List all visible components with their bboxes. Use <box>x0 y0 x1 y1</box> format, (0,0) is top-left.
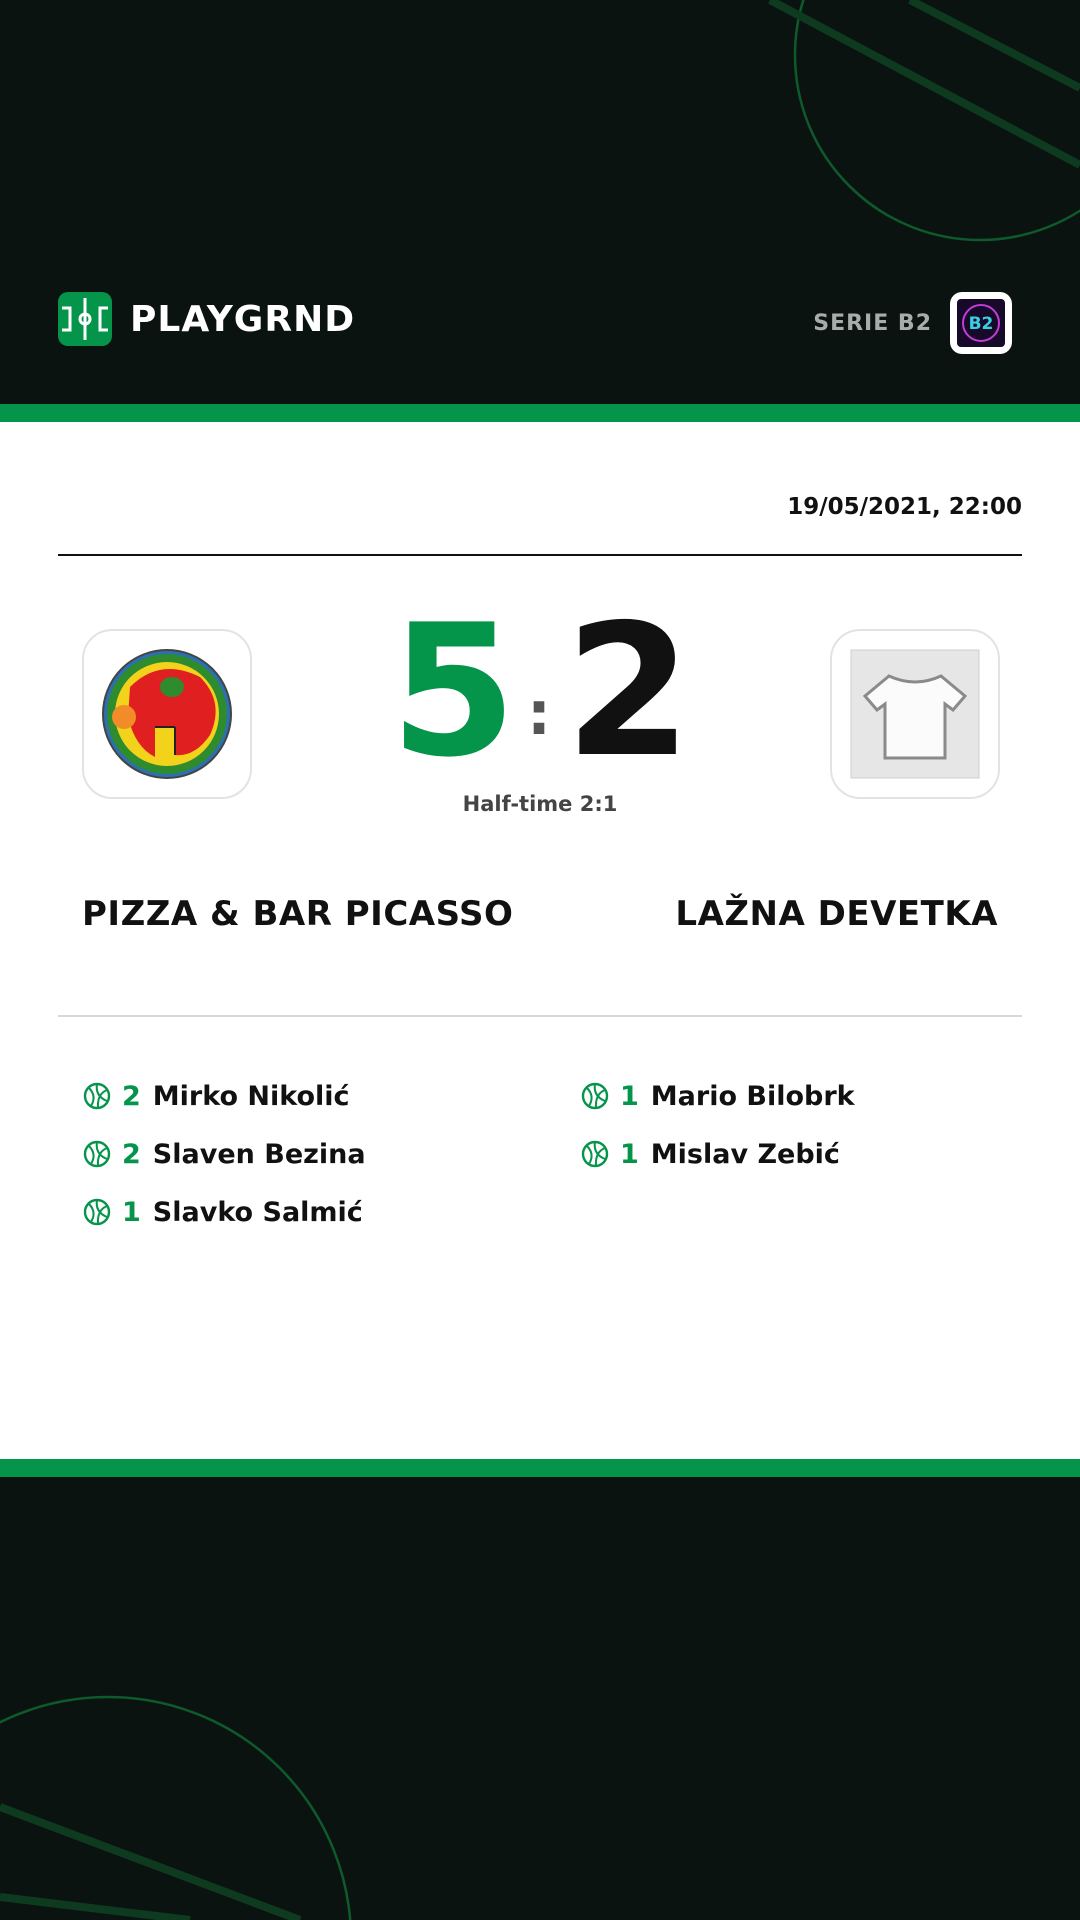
league-badge-text: B2 <box>968 314 994 334</box>
scorer-name: Mario Bilobrk <box>650 1080 855 1112</box>
score-separator: : <box>527 679 551 749</box>
ball-icon <box>82 1197 112 1227</box>
away-scorers-list <box>580 1067 855 1183</box>
scorer-item <box>580 1125 855 1183</box>
scorer-name: Mirko Nikolić <box>152 1080 350 1112</box>
footer-band <box>0 1477 1080 1920</box>
ball-icon <box>580 1139 610 1169</box>
scorer-item <box>82 1125 366 1183</box>
scorer-name: Slaven Bezina <box>152 1138 366 1170</box>
ball-icon <box>82 1139 112 1169</box>
brand[interactable] <box>58 292 355 346</box>
divider <box>58 1015 1022 1017</box>
league[interactable] <box>813 292 1012 354</box>
ball-icon <box>580 1081 610 1111</box>
scorer-item <box>82 1183 366 1241</box>
brand-name: PLAYGRND <box>130 298 356 340</box>
match-card <box>0 422 1080 1459</box>
home-scorers-list <box>82 1067 366 1241</box>
header-band <box>0 0 1080 404</box>
halftime-score: Half-time 2:1 <box>462 792 618 816</box>
pitch-decoration <box>0 1477 1080 1920</box>
scorer-item <box>580 1067 855 1125</box>
scorer-item <box>82 1067 366 1125</box>
league-badge <box>950 292 1012 354</box>
home-team-logo[interactable] <box>82 629 252 799</box>
scorer-name: Slavko Salmić <box>152 1196 363 1228</box>
away-team-name[interactable]: LAŽNA DEVETKA <box>675 894 998 934</box>
ball-icon <box>82 1081 112 1111</box>
home-score: 5 <box>390 585 517 797</box>
match-datetime: 19/05/2021, 22:00 <box>787 494 1022 520</box>
home-team-name[interactable]: PIZZA & BAR PICASSO <box>82 894 514 934</box>
goal-count: 1 <box>122 1196 141 1228</box>
divider <box>58 554 1022 556</box>
shirt-icon <box>849 648 981 780</box>
away-score: 2 <box>565 585 692 797</box>
goal-count: 2 <box>122 1138 141 1170</box>
pitch-icon <box>58 292 112 346</box>
goal-count: 2 <box>122 1080 141 1112</box>
league-name: SERIE B2 <box>813 310 932 336</box>
accent-stripe-top <box>0 404 1080 422</box>
goal-count: 1 <box>620 1080 639 1112</box>
goal-count: 1 <box>620 1138 639 1170</box>
scorer-name: Mislav Zebić <box>650 1138 840 1170</box>
picasso-logo <box>100 647 234 781</box>
accent-stripe-bottom <box>0 1459 1080 1477</box>
away-team-logo[interactable] <box>830 629 1000 799</box>
league-logo <box>957 299 1005 347</box>
